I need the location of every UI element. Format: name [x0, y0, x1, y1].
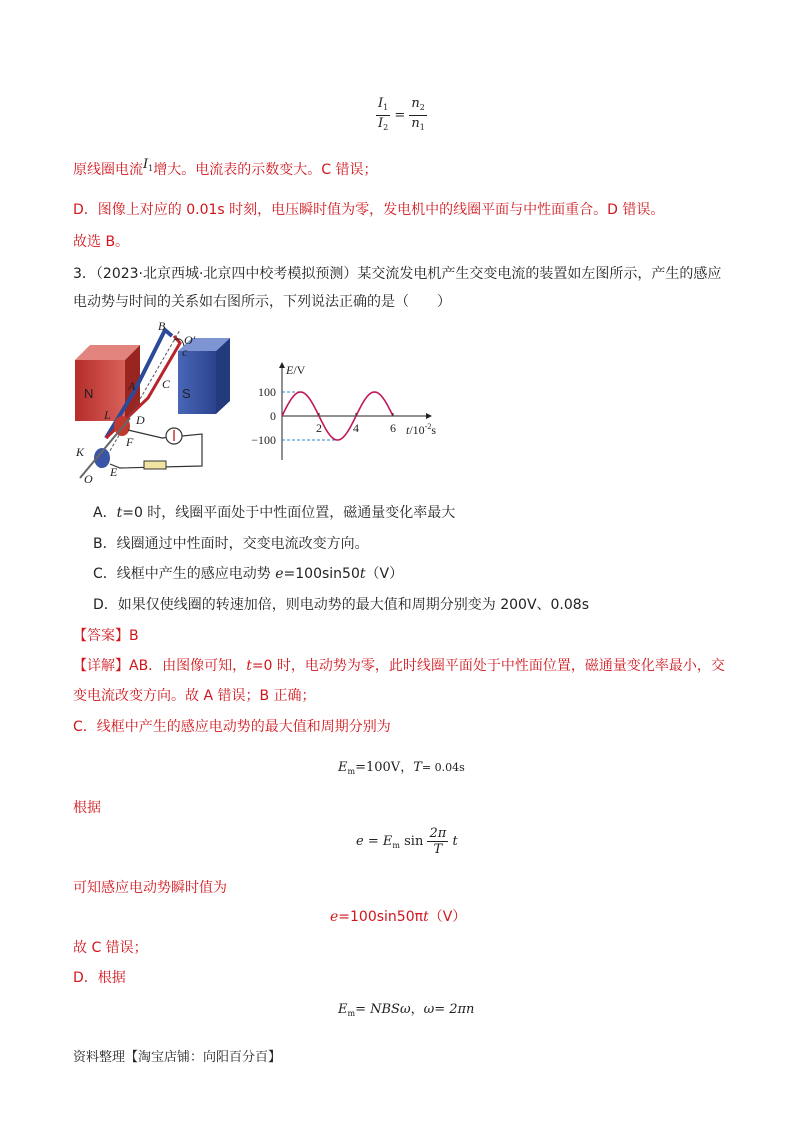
- label-c: C: [162, 377, 171, 391]
- label-s: S: [182, 386, 191, 401]
- text: =0 时，电动势为零，此时线圈平面处于中性面位置，磁通量变化率最小，交: [251, 658, 725, 674]
- x-axis-label: $t/10^{-2}s$: [406, 422, 437, 437]
- fraction-lhs: [376, 96, 390, 135]
- x-tick-label: 6: [390, 421, 396, 435]
- var-t: t: [452, 834, 458, 849]
- label-e: E: [110, 465, 118, 479]
- text: 【详解】AB．由图像可知，: [73, 658, 247, 674]
- y-tick-label: 100: [258, 385, 276, 399]
- var-e: e: [275, 566, 284, 582]
- var-omega: ω: [423, 1002, 435, 1017]
- sub: 2: [419, 103, 425, 112]
- fraction-rhs: [409, 96, 426, 135]
- var-t: t: [359, 566, 366, 582]
- sub: 1: [383, 103, 389, 112]
- var-t: T: [413, 760, 422, 775]
- option-text: C．线框中产生的感应电动势: [93, 566, 276, 582]
- var-e: E: [338, 760, 348, 775]
- var-t: t: [423, 909, 429, 925]
- label-n: N: [84, 386, 94, 401]
- text: 增大。电流表的示数变大。C 错误；: [153, 162, 378, 178]
- d-basis: D．根据: [73, 970, 126, 986]
- em-term: [383, 834, 400, 849]
- value: = 0.04s: [421, 761, 465, 774]
- option-label: A．: [93, 505, 117, 521]
- separator: ，: [410, 1002, 424, 1017]
- option-c: [93, 564, 403, 584]
- formula-em-nbsw: [338, 998, 474, 1018]
- value: =100V: [355, 760, 401, 775]
- y-axis-arrow: [279, 362, 285, 368]
- sub: m: [347, 767, 356, 776]
- explain-line-3: C．线框中产生的感应电动势的最大值和周期分别为: [73, 719, 391, 735]
- value: = 2πn: [434, 1002, 475, 1017]
- label-o-prime: O′: [184, 333, 196, 347]
- var-i1: I: [378, 96, 384, 111]
- magnet-n: [75, 360, 125, 421]
- sub: 1: [419, 123, 425, 132]
- x-tick-label: 4: [353, 421, 359, 435]
- label-f: F: [126, 435, 134, 449]
- question-line-1: 3．（2023·北京西城·北京四中校考模拟预测）某交流发电机产生交变电流的装置如左图所示，产生的感应: [73, 266, 722, 282]
- question-line-2: 电动势与时间的关系如右图所示，下列说法正确的是（ ）: [73, 294, 451, 310]
- explain-line-1: [73, 656, 725, 676]
- text: 原线圈电流: [73, 162, 143, 178]
- label-k: K: [76, 445, 85, 459]
- var-e: e: [330, 909, 339, 925]
- y-tick-label: −100: [251, 433, 276, 447]
- label-l: L: [104, 408, 111, 422]
- label-b: B: [158, 319, 166, 333]
- sub: m: [392, 840, 400, 850]
- label-o: O: [84, 472, 93, 486]
- footer-source: 资料整理【淘宝店铺：向阳百分百】: [73, 1050, 282, 1065]
- label-c-small: c: [182, 345, 188, 359]
- formula-em-period: [338, 756, 465, 776]
- sin: sin: [404, 834, 424, 849]
- formula-emf-general: [356, 826, 458, 857]
- answer: 【答案】B: [73, 628, 139, 644]
- var-t: t: [246, 658, 252, 674]
- label-a: A: [128, 379, 136, 393]
- var-i2: I: [378, 116, 384, 131]
- value: = NBSω: [355, 1002, 411, 1017]
- option-d: D．如果仅使线圈的转速加倍，则电动势的最大值和周期分别变为 200V、0.08s: [93, 597, 589, 613]
- var-e: e: [356, 834, 364, 849]
- var-i: I: [143, 157, 149, 172]
- line-choose-b: 故选 B。: [73, 234, 130, 250]
- option-text: =100sin50: [283, 566, 360, 582]
- text: （V）: [428, 909, 467, 925]
- line-option-d-explain: D．图像上对应的 0.01s 时刻，电压瞬时值为零，发电机中的线圈平面与中性面重合。D 错误。: [73, 202, 665, 218]
- label-d: D: [136, 413, 145, 427]
- option-text: （V）: [365, 566, 404, 582]
- explain-line-2: 变电流改变方向。故 A 错误；B 正确；: [73, 688, 316, 704]
- sub: 2: [383, 123, 389, 132]
- magnet-s-side: [216, 338, 230, 414]
- separator: ，: [400, 760, 414, 775]
- denominator: T: [433, 842, 443, 857]
- option-a: [93, 503, 455, 523]
- basis-label: 根据: [73, 800, 101, 816]
- magnet-s: [178, 351, 216, 414]
- emf-time-chart: [246, 360, 450, 464]
- equals-sign: =: [394, 108, 406, 123]
- equals-sign: =: [367, 834, 379, 849]
- x-tick-label: 2: [316, 421, 322, 435]
- y-tick-label: 0: [270, 409, 276, 423]
- c-wrong: 故 C 错误；: [73, 940, 148, 956]
- fraction-2pi-t: [427, 826, 448, 857]
- sub: m: [347, 1009, 356, 1018]
- formula-emf-instant: [330, 907, 466, 927]
- option-b: B．线圈通过中性面时，交变电流改变方向。: [93, 536, 369, 552]
- var-e-cap: E: [382, 833, 393, 849]
- var-t: t: [116, 505, 123, 521]
- resistor: [144, 461, 166, 469]
- var-n2: n: [411, 96, 420, 111]
- var-n1: n: [411, 116, 420, 131]
- sub: 1: [148, 164, 154, 173]
- text: =100sin50π: [338, 909, 424, 925]
- line-primary-current: [73, 157, 378, 185]
- y-axis-label: E/V: [286, 363, 306, 377]
- formula-current-ratio: [376, 96, 427, 135]
- numerator: 2π: [429, 826, 447, 841]
- shaft: [80, 418, 130, 478]
- generator-apparatus-figure: [70, 318, 240, 486]
- x-axis-arrow: [426, 413, 432, 419]
- var-e: E: [338, 1002, 348, 1017]
- instant-label: 可知感应电动势瞬时值为: [73, 880, 227, 896]
- option-text: =0 时，线圈平面处于中性面位置，磁通量变化率最大: [122, 505, 456, 521]
